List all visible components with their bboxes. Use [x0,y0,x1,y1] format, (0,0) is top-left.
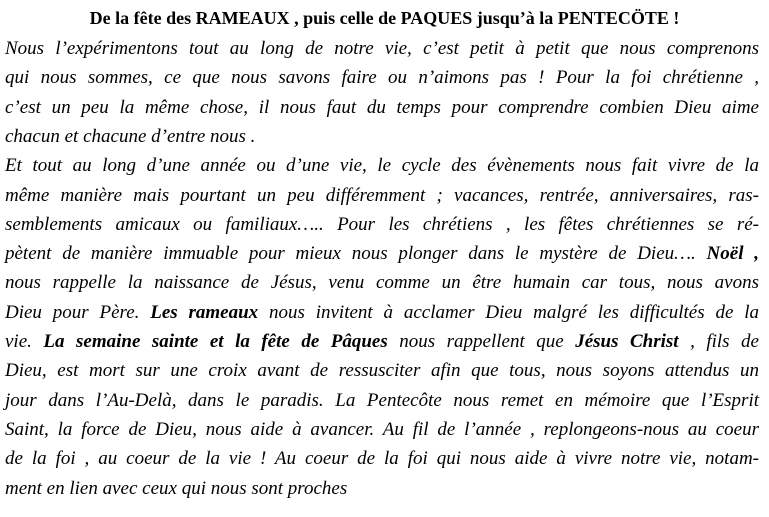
text-run: nous rappelle la naissance de Jésus, venu comme un être humain car tous, nous avons [5,272,759,294]
text-run: jour dans l’Au-Delà, dans le paradis. La Pentecôte nous remet en mémoire que l’Esprit [5,389,759,411]
bold-text: Les rameaux [150,301,259,323]
text-run: qui nous sommes, ce que nous savons faire ou n’aimons pas ! Pour la foi chrétienne , [5,67,759,89]
text-run: , fils de [678,331,759,352]
text-run: pètent de manière immuable pour mieux nous plonger dans le mystère de Dieu…. [5,243,707,265]
body-line [5,67,759,89]
text-run: ment en lien avec ceux qui nous sont proches [5,477,348,499]
body-line [5,126,255,148]
text-run: Dieu pour Père. [5,301,151,323]
document-title: De la fête des RAMEAUX , puis celle de PAQUES jusqu’à la PENTECÖTE ! [89,8,680,28]
body-line [5,302,759,324]
body-line [5,243,759,265]
body-line [5,360,759,382]
text-run: nous invitent à acclamer Dieu malgré les difficultés de la [258,301,759,323]
text-run: Saint, la force de Dieu, nous aide à avancer. Au fil de l’année , replongeons-nous au coeur [5,418,759,440]
text-run: semblements amicaux ou familiaux….. Pour les chrétiens , les fêtes chrétiennes se ré- [5,213,759,235]
text-run: Nous l’expérimentons tout au long de notre vie, c’est petit à petit que nous comprenons [5,38,759,59]
text-run: Et tout au long d’une année ou d’une vie, le cycle des évènements nous fait vivre de la [5,155,759,177]
text-run: chacun et chacune d’entre nous . [5,125,256,147]
body-line [5,185,759,207]
text-run: même manière mais pourtant un peu différemment ; vacances, rentrée, anniversaires, ras- [5,184,759,206]
body-line [5,97,759,119]
bold-text: Jésus Christ [575,331,679,352]
body-line [5,478,347,500]
text-run: c’est un peu la même chose, il nous faut du temps pour comprendre combien Dieu aime [5,96,759,118]
bold-text: La semaine sainte et la fête de Pâques [43,331,388,352]
text-run: Dieu, est mort sur une croix avant de ressusciter afin que tous, nous soyons attendus un [5,360,759,382]
body-line [5,331,759,353]
bold-text: Noël , [706,243,759,265]
body-line [5,448,759,470]
body-line [5,155,759,177]
body-line [5,419,759,441]
body-line [5,214,759,236]
text-run: vie. [5,331,44,352]
body-line [5,390,759,412]
text-run: nous rappellent que [387,331,576,352]
body-line [5,272,759,294]
text-run: de la foi , au coeur de la vie ! Au coeur de la foi qui nous aide à vivre notre vie, notam- [5,448,759,470]
body-line [5,38,759,60]
